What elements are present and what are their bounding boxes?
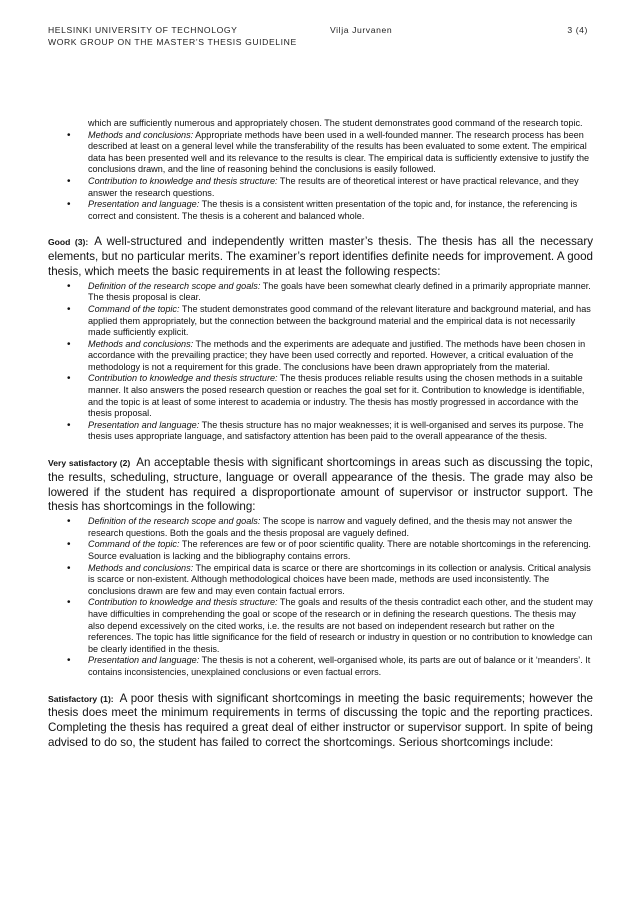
intro-criteria-list <box>48 118 593 222</box>
criterion-text: The thesis is a consistent written presentation of the topic and, for instance, the referencing is correct and consistent. The thesis is a coherent and balanced whole. <box>88 199 578 221</box>
criterion-text: The empirical data is scarce or there are shortcomings in its collection or analysis. Critical analysis is scarce or non-existent. Although methodological choices have been made, methods are used inconsistently. The conclusions drawn are few and may even contain factual errors. <box>88 562 591 596</box>
criterion-item <box>48 304 593 339</box>
criterion-item <box>48 118 593 130</box>
criterion-item <box>48 281 593 304</box>
criterion-text: The goals and results of the thesis contradict each other, and the student may have difficulties in comprehending the goal or scope of the research or in defining the research questions. The thesis may also depend excessively on the cited works, i.e. the results are not based on independent research but rather on the references. The topic has little significance for the field of research or industry in question or no contribution to knowledge can be clearly identified in the thesis. <box>88 597 593 654</box>
criterion-text: The scope is narrow and vaguely defined, and the thesis may not answer the research questions. Both the goals and the thesis proposal are vaguely defined. <box>88 516 573 538</box>
criterion-item <box>48 373 593 419</box>
criterion-item <box>48 339 593 374</box>
criterion-item <box>48 597 593 655</box>
grade-very-satisfactory-label: Very satisfactory (2) <box>48 458 131 469</box>
grade-satisfactory-section <box>48 692 593 751</box>
grade-good-label: Good (3): <box>48 237 89 248</box>
document-body <box>48 118 593 751</box>
criterion-text: which are sufficiently numerous and appropriately chosen. The student demonstrates good command of the research topic. <box>88 118 583 128</box>
criterion-title: Methods and conclusions: <box>88 338 194 349</box>
criterion-text: Appropriate methods have been used in a well-founded manner. The research process has been described at least on a general level while the transferability of the results has been evaluated to some extent. The empirical data has been presented well and its relevance to the results is clear. The empirical data is sufficiently extensive to justify the conclusions drawn, and the line of reasoning behind the conclusions is easily followed. <box>88 129 590 175</box>
criterion-text: The results are of theoretical interest or have practical relevance, and they answer the research questions. <box>88 175 579 198</box>
criterion-title: Methods and conclusions: <box>88 129 194 140</box>
grade-good-description: A well-structured and independently written master’s thesis. The thesis has all the necessary elements, but no particular merits. The examiner’s report identifies definite needs for improvement. A good thesis, which meets the basic requirements in at least the following respects: <box>48 235 593 278</box>
grade-satisfactory-description: A poor thesis with significant shortcomings in meeting the basic requirements; however the thesis does meet the minimum requirements in terms of discussing the topic and the reporting practices. Completing the thesis has required a great deal of either instructor or supervisor support. In spite of being advised to do so, the student has failed to correct the shortcomings. Serious shortcomings include: <box>48 691 593 749</box>
criterion-text: The student demonstrates good command of the relevant literature and background material, and has applied them appropriately, but the connection between the background material and the empirical data is not necessarily made sufficiently explicit. <box>88 303 591 338</box>
criterion-title: Presentation and language: <box>88 199 200 210</box>
grade-very-satisfactory-section <box>48 456 593 515</box>
criterion-text: The goals have been somewhat clearly defined in a primarily appropriate manner. The thesis proposal is clear. <box>88 280 591 303</box>
page-number: 3 (4) <box>567 25 588 35</box>
grade-satisfactory-label: Satisfactory (1): <box>48 693 114 704</box>
page-header <box>48 24 588 48</box>
criterion-title: Contribution to knowledge and thesis structure: <box>88 175 278 186</box>
criterion-text: The thesis structure has no major weaknesses; it is well-organised and serves its purpose. The thesis uses appropriate language, and satisfactory attention has been paid to the overall appearance of the thesis. <box>88 419 584 442</box>
criterion-item <box>48 563 593 598</box>
grade-good-section <box>48 235 593 279</box>
criterion-item <box>48 130 593 176</box>
criterion-title: Presentation and language: <box>88 655 200 666</box>
criterion-text: The thesis produces reliable results using the chosen methods in a suitable manner. It also answers the posed research question or reaches the goal set for it. Contribution to knowledge is identifiable, and the topic is at least of some interest to academia or industry. The thesis has mostly progressed in accordance with the thesis proposal. <box>88 373 585 419</box>
header-subtitle: WORK GROUP ON THE MASTER’S THESIS GUIDELINE <box>48 37 297 47</box>
criterion-title: Contribution to knowledge and thesis structure: <box>88 373 278 384</box>
criterion-title: Command of the topic: <box>88 303 180 314</box>
criterion-item <box>48 199 593 222</box>
grade-very-satisfactory-description: An acceptable thesis with significant shortcomings in areas such as discussing the topic, the results, scheduling, structure, language or overall appearance of the thesis. The grade may also be lowered if the student has required a disproportionate amount of supervisor or instructor support. The thesis has shortcomings in the following: <box>48 456 593 514</box>
criterion-title: Command of the topic: <box>88 539 180 550</box>
criterion-title: Definition of the research scope and goals: <box>88 516 261 527</box>
grade-good-criteria-list <box>48 281 593 443</box>
grade-very-satisfactory-criteria-list <box>48 516 593 678</box>
criterion-item <box>48 539 593 562</box>
criterion-title: Contribution to knowledge and thesis structure: <box>88 597 278 608</box>
criterion-item <box>48 655 593 678</box>
criterion-text: The methods and the experiments are adequate and justified. The methods have been chosen in accordance with the prevailing practice; they have been used correctly and reported. However, a critical evaluation of the methodology is not a requirement for this grade. The conclusions have been drawn appropriately from the material. <box>88 338 586 372</box>
criterion-item <box>48 176 593 199</box>
criterion-title: Definition of the research scope and goals: <box>88 280 261 291</box>
criterion-item <box>48 420 593 443</box>
author-name: Vilja Jurvanen <box>330 25 393 35</box>
criterion-title: Methods and conclusions: <box>88 562 194 573</box>
institution-name: HELSINKI UNIVERSITY OF TECHNOLOGY <box>48 25 238 35</box>
criterion-title: Presentation and language: <box>88 419 200 430</box>
criterion-item <box>48 516 593 539</box>
criterion-text: The references are few or of poor scientific quality. There are notable shortcomings in the referencing. Source evaluation is lacking and the bibliography contains errors. <box>88 539 591 562</box>
criterion-text: The thesis is not a coherent, well-organised whole, its parts are out of balance or it ‘meanders’. It contains inconsistencies, unexplained conclusions or even factual errors. <box>88 655 591 677</box>
